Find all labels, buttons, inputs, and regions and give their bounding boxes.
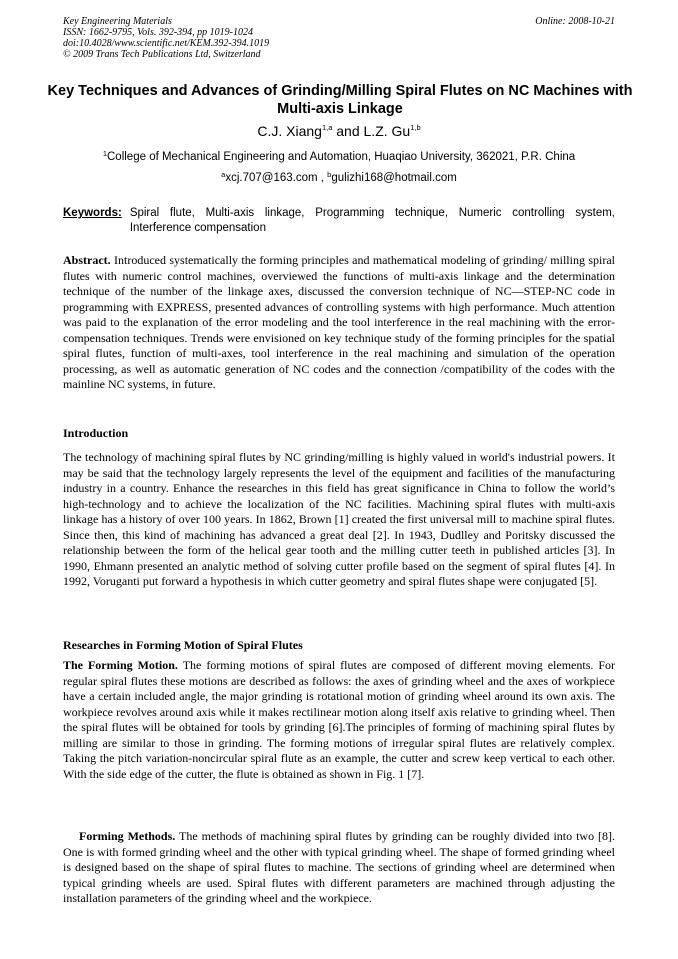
keywords-label-wrap <box>63 206 122 235</box>
affiliation <box>0 150 678 164</box>
email-line <box>0 171 678 185</box>
introduction-heading: Introduction <box>63 426 129 440</box>
issn-line: ISSN: 1662-9795, Vols. 392-394, pp 1019-1024 <box>63 27 253 38</box>
forming-motion-text: The forming motions of spiral flutes are composed of different moving elements. For regular spiral flutes these motions are described as follows: the axes of grinding wheel and the axes of workpiece have a certain included angle, the major grinding is rotational motion of grinding wheel around its own axis. The workpiece revolves around axis while it makes rectilinear motion along itself axis relative to grinding wheel. Then the spiral flutes will be obtained for tools by grinding [6].The principles of forming of machining spiral flutes by milling are similar to those in grinding. The forming motions of irregular spiral flutes are relatively complex. Taking the pitch variation-noncircular spiral flute as an example, the cutter and screw keep vertical to each other. With the side edge of the cutter, the flute is obtained as shown in Fig. 1 [7]. <box>63 658 615 781</box>
copyright-line: © 2009 Trans Tech Publications Ltd, Switzerland <box>63 49 261 60</box>
forming-methods-text: The methods of machining spiral flutes by grinding can be roughly divided into two [8]. One is with formed grinding wheel and the other with typical grinding wheel. The shape of formed grinding wheel is designed based on the shape of spiral flutes to machine. The sections of grinding wheel are determined when typical grinding wheels are used. Spiral flutes with different parameters are machined through adjusting the installation parameters of the grinding wheel and the workpiece. <box>63 829 615 905</box>
abstract-label: Abstract. <box>63 253 111 267</box>
author-2: L.Z. Gu <box>363 123 411 139</box>
keywords-text: Spiral flute, Multi-axis linkage, Programming technique, Numeric controlling system, Interference compensation <box>129 207 615 234</box>
forming-motion-paragraph <box>63 658 615 782</box>
keywords-block <box>63 206 615 235</box>
affiliation-number: 1 <box>102 149 107 158</box>
author-line <box>0 122 678 140</box>
abstract-paragraph <box>63 253 615 393</box>
keywords-colon: : <box>117 207 122 219</box>
forming-methods-paragraph <box>63 829 615 907</box>
journal-name: Key Engineering Materials <box>63 16 172 27</box>
journal-header <box>63 16 615 60</box>
forming-motion-label: The Forming Motion. <box>63 658 178 672</box>
affiliation-text: College of Mechanical Engineering and Automation, Huaqiao University, 362021, P.R. China <box>107 151 576 163</box>
author-2-affil: 1,b <box>410 123 421 132</box>
email-separator: , <box>317 172 328 184</box>
email-b-marker: b <box>327 170 332 179</box>
author-1-affil: 1,a <box>321 123 333 132</box>
email-a: xcj.707@163.com <box>225 172 318 184</box>
email-b: gulizhi168@hotmail.com <box>331 172 457 184</box>
author-conjunction: and <box>332 123 364 139</box>
keywords-label: Keywords <box>63 207 118 219</box>
author-1: C.J. Xiang <box>257 123 322 139</box>
online-date: Online: 2008-10-21 <box>535 16 615 27</box>
research-heading: Researches in Forming Motion of Spiral Flutes <box>63 638 303 652</box>
abstract-text: Introduced systematically the forming principles and mathematical modeling of grinding/ milling spiral flutes with numeric control machines, overviewed the functions of multi-axis linkage and the determination technique of the number of the linkage axes, discussed the conversion technique of NC—STEP-NC code in programming with EXPRESS, presented advances of controlling systems with high performance. Much attention was paid to the explanation of the error modeling and the tool interference in the real machining with the error-compensation techniques. Trends were envisioned on key technique study of the forming principles for the spatial spiral flutes, function of multi-axes, tool interference in the real machining and simulation of the operation processing, as well as automatic generation of NC codes and the connection /compatibility of the codes with the mainline NC systems, in future. <box>63 253 615 391</box>
doi-line: doi:10.4028/www.scientific.net/KEM.392-394.1019 <box>63 38 270 49</box>
paper-title: Key Techniques and Advances of Grinding/Milling Spiral Flutes on NC Machines with Multi-axis Linkage <box>47 83 633 117</box>
forming-methods-label: Forming Methods. <box>79 829 176 843</box>
email-a-marker: a <box>221 170 226 179</box>
introduction-paragraph: The technology of machining spiral flutes by NC grinding/milling is highly valued in world's industrial powers. It may be said that the technology largely represents the level of the equipment and facilities of the manufacturing industry in a country. Enhance the researches in this field has great significance in China to follow the world’s high-technology and to achieve the localization of the NC facilities. Machining spiral flutes with multi-axis linkage has a history of over 100 years. In 1862, Brown [1] created the first universal mill to machine spiral flutes. Since then, this kind of machining has advanced a great deal [2]. In 1943, Dudlley and Poritsky discussed the relationship between the form of the helical gear tooth and the milling cutter teeth in published articles [3]. In 1990, Ehmann presented an analytic method of solving cutter profile based on the segment of spiral flutes [4]. In 1992, Voruganti put forward a hypothesis in which cutter geometry and spiral flutes shape were conjugated [5]. <box>63 450 615 588</box>
